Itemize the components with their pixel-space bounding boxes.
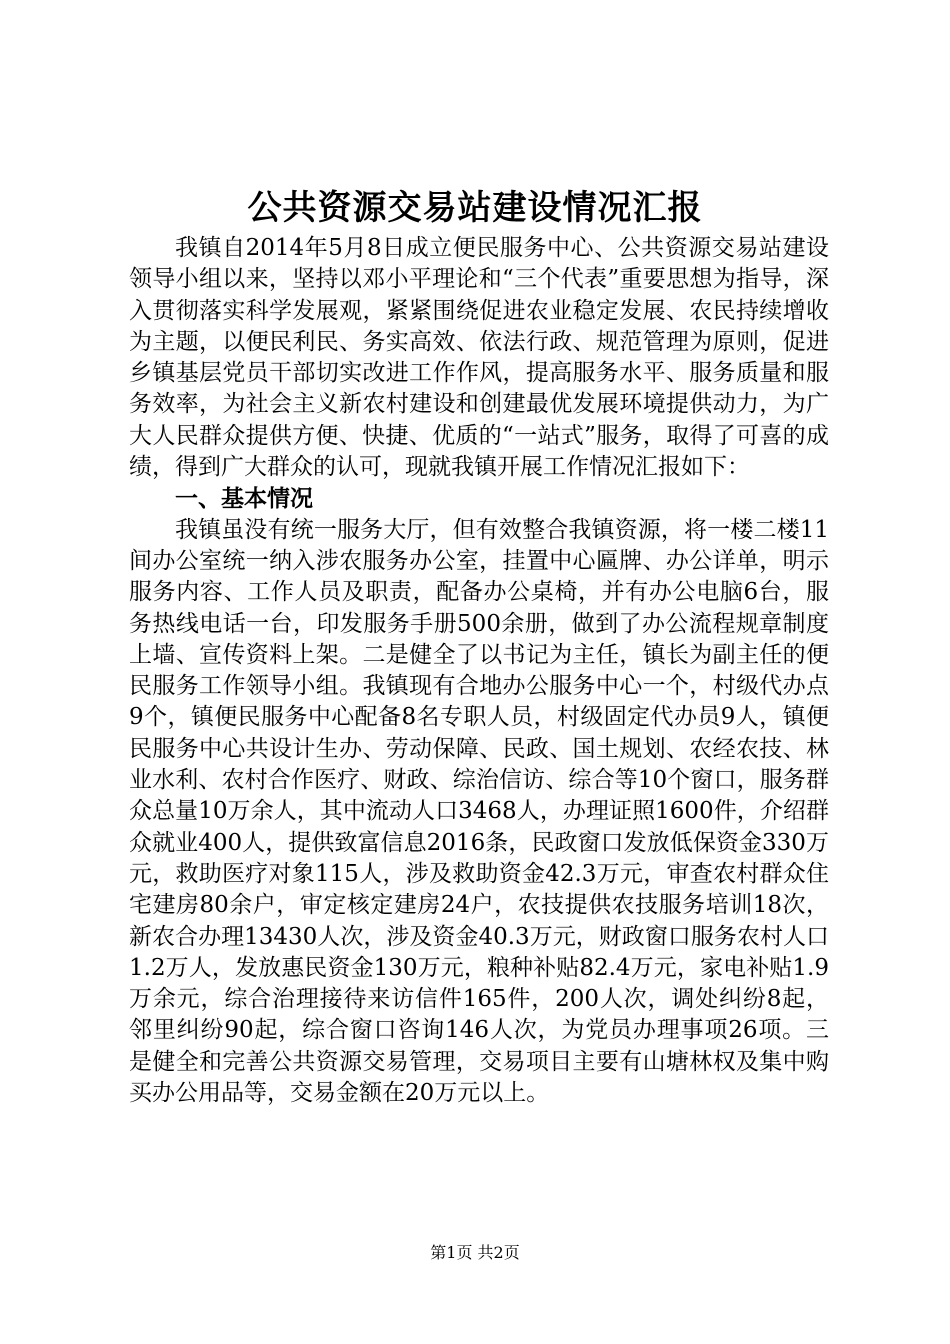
document-title: 公共资源交易站建设情况汇报 <box>247 188 703 228</box>
page-footer: 第1页 共2页 <box>430 1243 520 1262</box>
document-body <box>129 233 829 1109</box>
basic-info-paragraph: 我镇虽没有统一服务大厅，但有效整合我镇资源，将一楼二楼11间办公室统一纳入涉农服务办公室，挂置中心匾牌、办公详单，明示服务内容、工作人员及职责，配备办公桌椅，并有办公电脑6台，服务热线电话一台，印发服务手册500余册，做到了办公流程规章制度上墙、宣传资料上架。二是健全了以书记为主任，镇长为副主任的便民服务工作领导小组。我镇现有合地办公服务中心一个，村级代办点9个，镇便民服务中心配备8名专职人员，村级固定代办员9人，镇便民服务中心共设计生办、劳动保障、民政、国土规划、农经农技、林业水利、农村合作医疗、财政、综治信访、综合等10个窗口，服务群众总量10万余人，其中流动人口3468人，办理证照1600件，介绍群众就业400人，提供致富信息2016条，民政窗口发放低保资金330万元，救助医疗对象115人，涉及救助资金42.3万元，审查农村群众住宅建房80余户，审定核定建房24户，农技提供农技服务培训18次，新农合办理13430人次，涉及资金40.3万元，财政窗口服务农村人口1.2万人，发放惠民资金130万元，粮种补贴82.4万元，家电补贴1.9万余元，综合治理接待来访信件165件，200人次，调处纠纷8起，邻里纠纷90起，综合窗口咨询146人次，为党员办理事项26项。三是健全和完善公共资源交易管理，交易项目主要有山塘林权及集中购买办公用品等，交易金额在20万元以上。 <box>129 516 829 1107</box>
section-heading-basic-info: 一、基本情况 <box>175 485 313 513</box>
intro-paragraph: 我镇自2014年5月8日成立便民服务中心、公共资源交易站建设领导小组以来，坚持以邓小平理论和“三个代表”重要思想为指导，深入贯彻落实科学发展观，紧紧围绕促进农业稳定发展、农民持续增收为主题，以便民利民、务实高效、依法行政、规范管理为原则，促进乡镇基层党员干部切实改进工作作风，提高服务水平、服务质量和服务效率，为社会主义新农村建设和创建最优发展环境提供动力，为广大人民群众提供方便、快捷、优质的“一站式”服务，取得了可喜的成绩，得到广大群众的认可，现就我镇开展工作情况汇报如下： <box>129 235 829 481</box>
